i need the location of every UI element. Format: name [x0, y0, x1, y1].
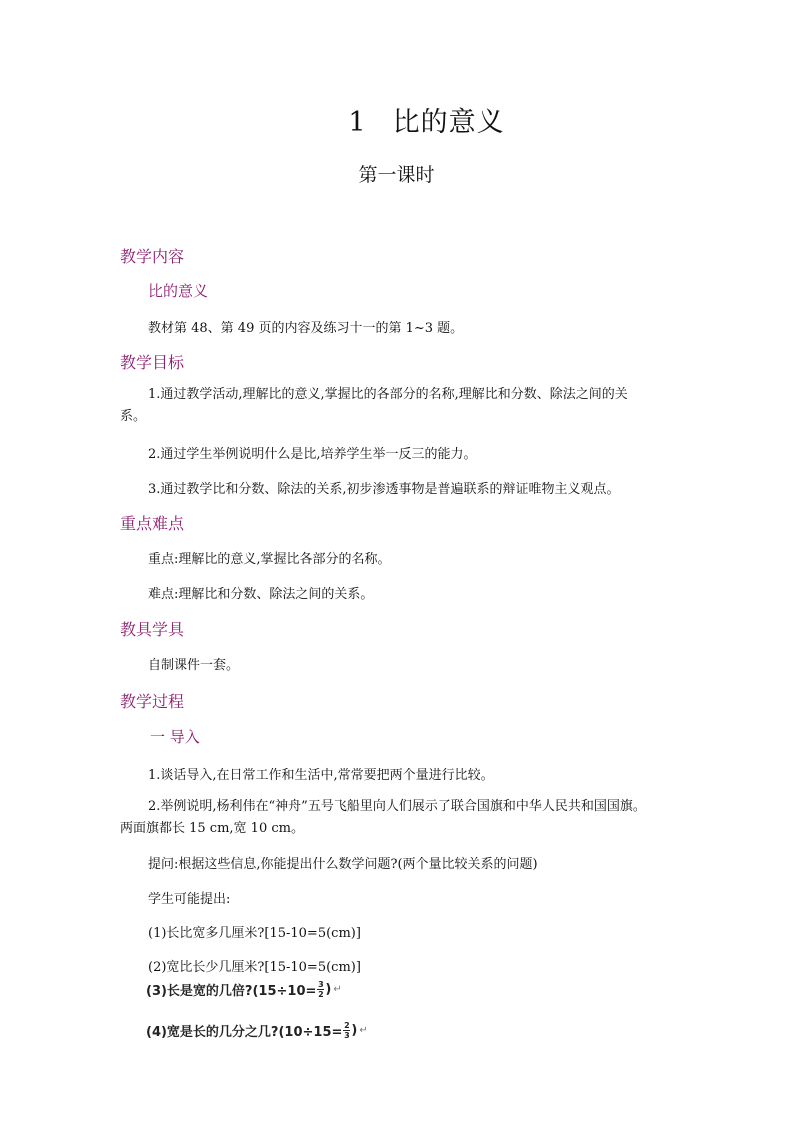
student-question-4 — [146, 1021, 368, 1040]
fraction-denominator: 3 — [344, 1030, 350, 1040]
student-question-1: (1)长比宽多几厘米?[15-10=5(cm)] — [148, 926, 361, 941]
paragraph-return-icon: ↵ — [333, 984, 342, 995]
fraction-numerator: 3 — [318, 979, 324, 989]
heading-teaching-tools: 教具学具 — [120, 620, 185, 639]
page-subtitle: 第一课时 — [358, 164, 435, 186]
fraction-denominator: 2 — [318, 989, 324, 999]
difficult-point: 难点:理解比和分数、除法之间的关系。 — [148, 587, 374, 602]
page-title — [0, 100, 793, 139]
fraction-two-thirds — [343, 1022, 350, 1040]
process-paragraph-2: 2.举例说明,杨利伟在“神舟”五号飞船里向人们展示了联合国旗和中华人民共和国国旗。两面旗都长 15 cm,宽 10 cm。 — [120, 799, 646, 836]
process-paragraph-1: 1.谈话导入,在日常工作和生活中,常常要把两个量进行比较。 — [148, 768, 494, 783]
heading-teaching-goals: 教学目标 — [120, 353, 185, 372]
goal-item-2: 2.通过学生举例说明什么是比,培养学生举一反三的能力。 — [148, 447, 477, 462]
title-text: 比的意义 — [392, 107, 505, 138]
heading-key-points: 重点难点 — [120, 514, 185, 533]
fraction-numerator: 2 — [344, 1020, 350, 1030]
subheading-meaning-of-ratio: 比的意义 — [148, 282, 209, 300]
process-question: 提问:根据这些信息,你能提出什么数学问题?(两个量比较关系的问题) — [148, 857, 538, 872]
student-question-3 — [146, 980, 342, 999]
title-number: 1 — [348, 107, 367, 138]
tools-text: 自制课件一套。 — [148, 658, 240, 673]
heading-teaching-process: 教学过程 — [120, 692, 185, 711]
question-3-text: (3)长是宽的几倍?(15÷10= — [146, 984, 317, 999]
fraction-three-halves — [317, 981, 324, 999]
goal-item-1: 1.通过教学活动,理解比的意义,掌握比的各部分的名称,理解比和分数、除法之间的关系。 — [120, 387, 628, 424]
key-point: 重点:理解比的意义,掌握比各部分的名称。 — [148, 552, 391, 567]
students-may-propose: 学生可能提出: — [148, 892, 231, 907]
paragraph-return-icon: ↵ — [359, 1025, 368, 1036]
question-4-text: (4)宽是长的几分之几?(10÷15= — [146, 1025, 343, 1040]
step-one-introduction: 一 导入 — [150, 728, 200, 746]
goal-item-3: 3.通过教学比和分数、除法的关系,初步渗透事物是普遍联系的辩证唯物主义观点。 — [148, 482, 620, 497]
question-3-end: ) — [325, 982, 332, 997]
heading-teaching-content: 教学内容 — [120, 247, 185, 266]
content-text: 教材第 48、第 49 页的内容及练习十一的第 1~3 题。 — [148, 321, 464, 336]
student-question-2: (2)宽比长少几厘米?[15-10=5(cm)] — [148, 960, 361, 975]
question-4-end: ) — [351, 1023, 358, 1038]
